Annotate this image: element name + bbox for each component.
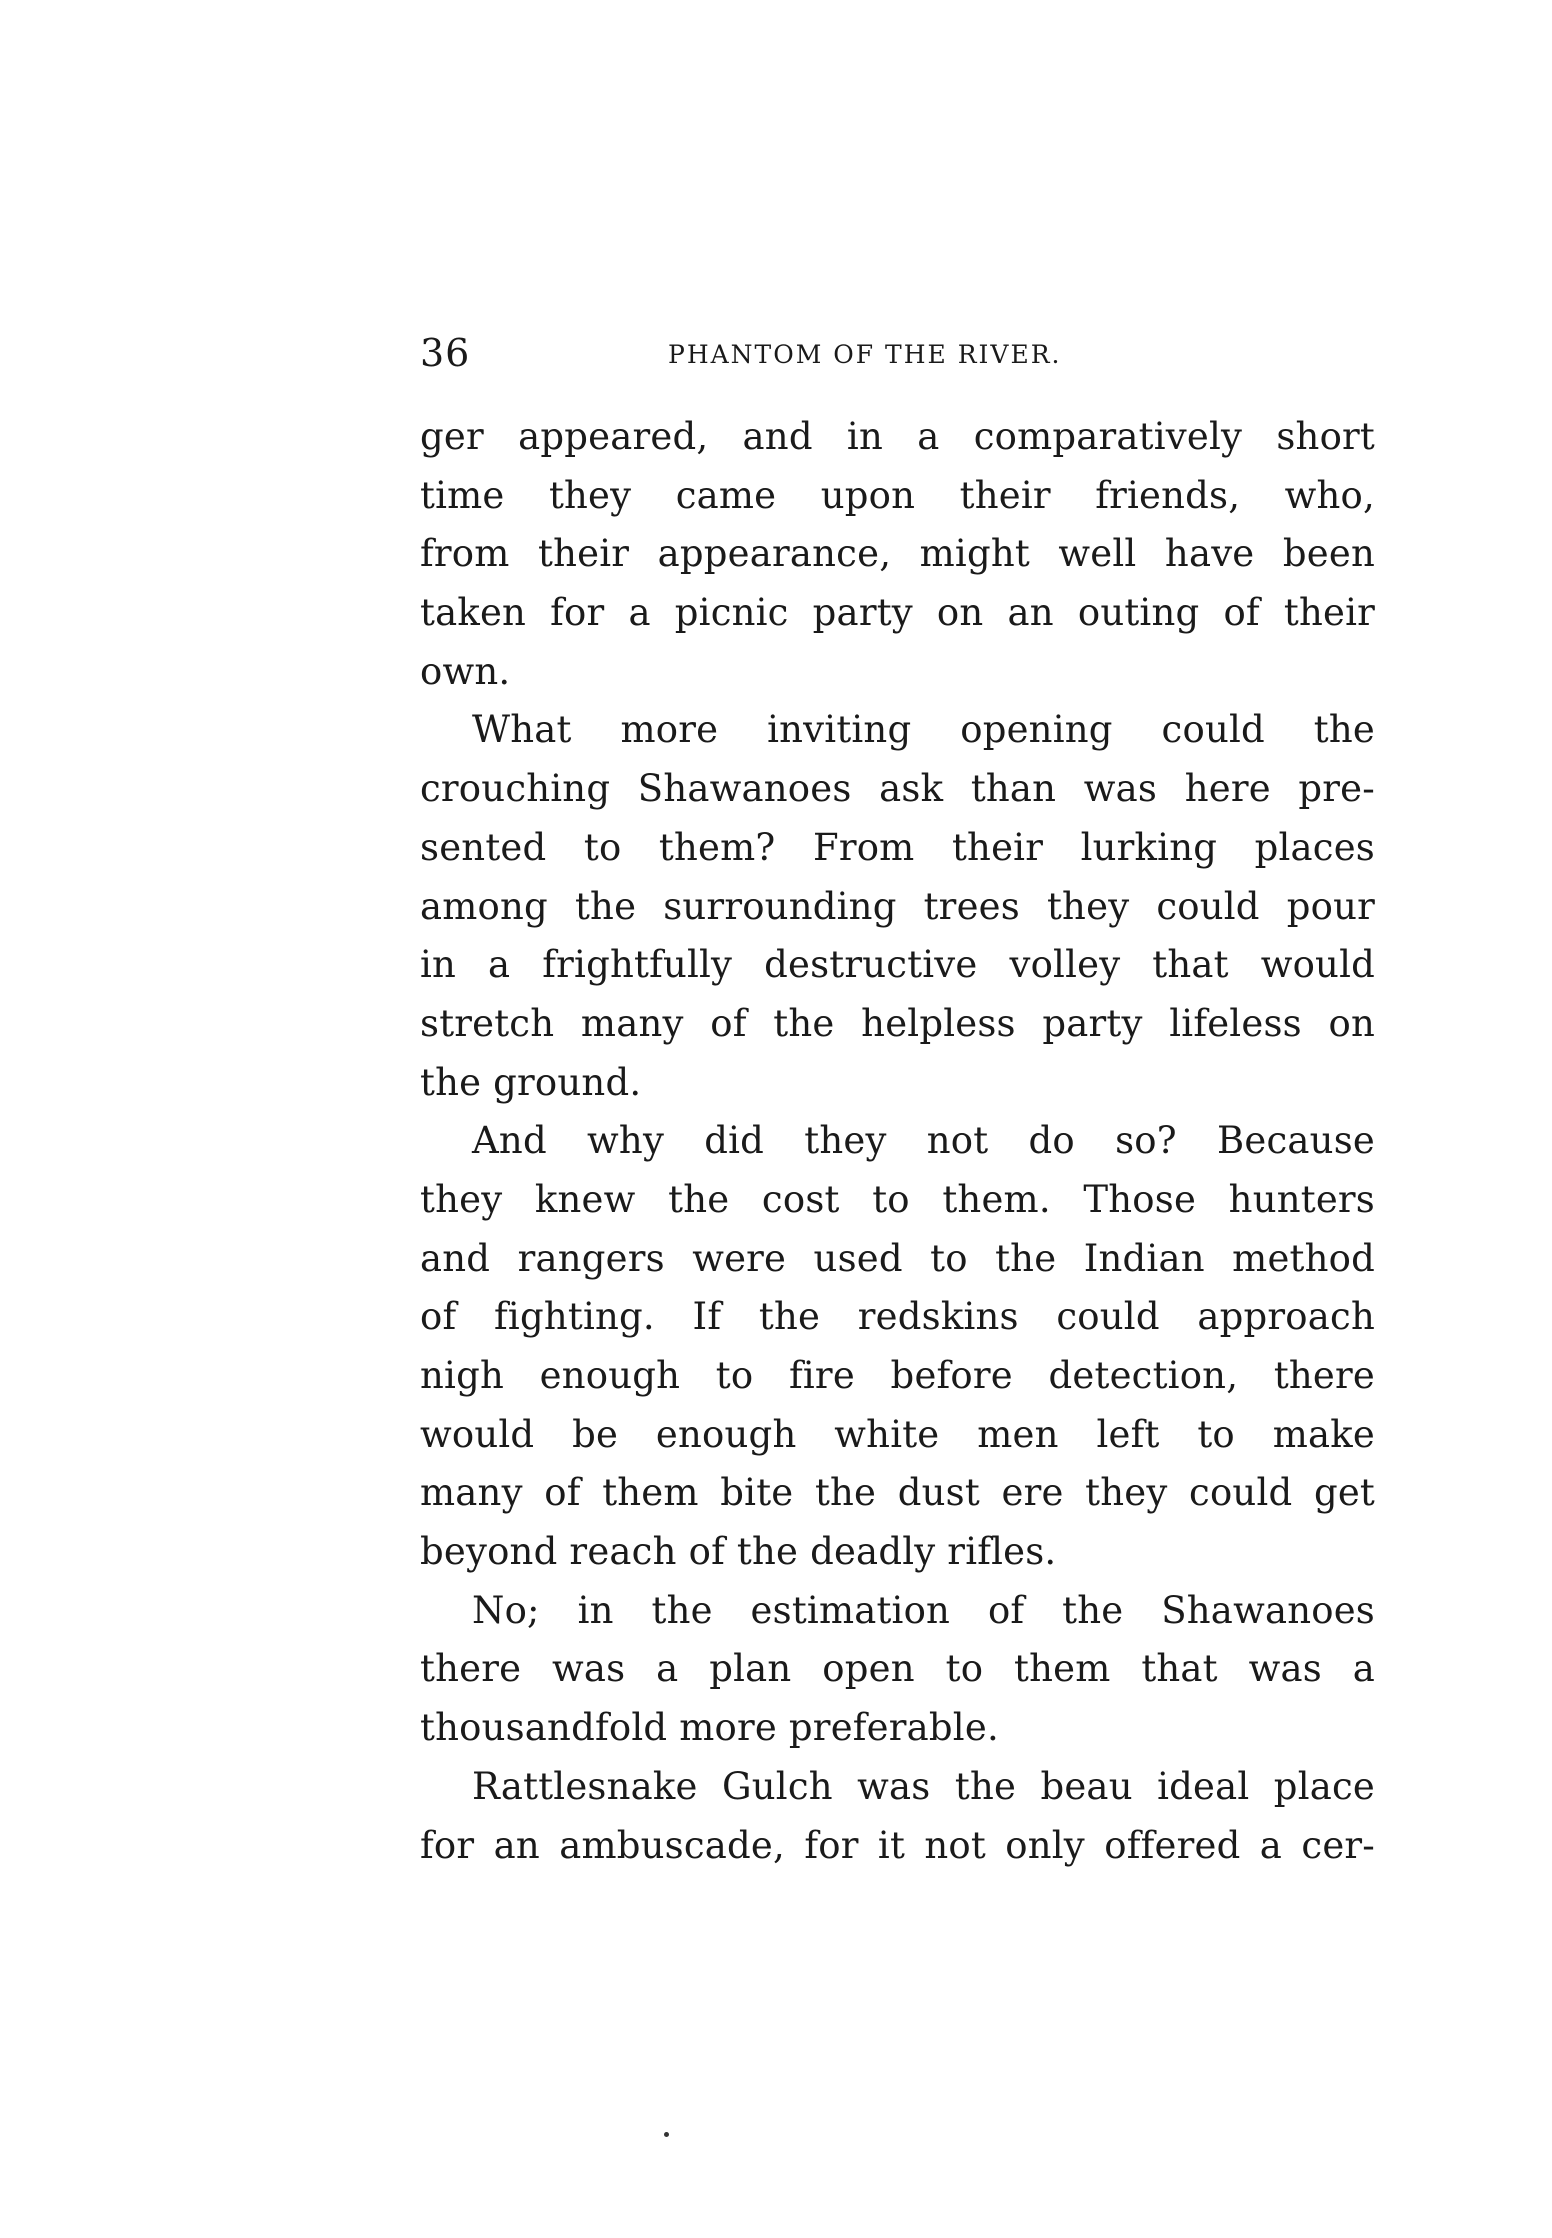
page-header — [420, 328, 1375, 378]
text-line: nigh enough to fire before detection, there — [420, 1354, 1375, 1397]
text-line: for an ambuscade, for it not only offered a cer- — [420, 1823, 1375, 1867]
text-line: crouching Shawanoes ask than was here pre- — [420, 767, 1375, 811]
page-number: 36 — [420, 331, 471, 375]
text-line: among the surrounding trees they could pour — [420, 884, 1375, 928]
text-line: ger appeared, and in a comparatively short — [420, 415, 1375, 458]
body-text — [420, 408, 1375, 1875]
text-line: would be enough white men left to make — [420, 1412, 1375, 1456]
text-line: from their appearance, might well have been — [420, 532, 1375, 576]
text-line: in a frightfully destructive volley that would — [420, 943, 1375, 987]
paragraph-start-line: Rattlesnake Gulch was the beau ideal place — [472, 1764, 1375, 1808]
paragraph-start-line: What more inviting opening could the — [472, 708, 1375, 752]
text-line: stretch many of the helpless party lifeless on — [420, 1001, 1375, 1045]
text-line: beyond reach of the deadly rifles. — [420, 1530, 1057, 1574]
text-line: they knew the cost to them. Those hunters — [420, 1177, 1375, 1221]
running-title: PHANTOM OF THE RIVER. — [668, 340, 1062, 369]
text-line: thousandfold more preferable. — [420, 1706, 999, 1750]
paragraph-start-line: No; in the estimation of the Shawanoes — [472, 1588, 1375, 1632]
text-line: of fighting. If the redskins could approach — [420, 1295, 1375, 1339]
text-line: there was a plan open to them that was a — [420, 1647, 1375, 1691]
ink-speck — [664, 2132, 669, 2137]
text-line: own. — [420, 649, 511, 693]
text-line: taken for a picnic party on an outing of their — [420, 591, 1375, 635]
text-line: time they came upon their friends, who, — [420, 473, 1375, 517]
paragraph-start-line: And why did they not do so? Because — [472, 1119, 1375, 1163]
text-line: and rangers were used to the Indian method — [420, 1236, 1375, 1280]
text-line: the ground. — [420, 1060, 642, 1104]
text-line: many of them bite the dust ere they could get — [420, 1471, 1375, 1515]
text-line: sented to them? From their lurking places — [420, 825, 1375, 869]
